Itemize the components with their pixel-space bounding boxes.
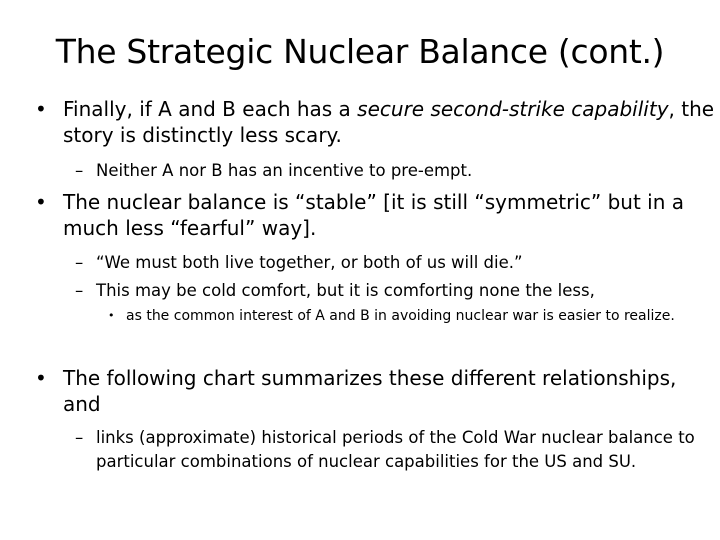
emphasis-text: secure second-strike capability xyxy=(357,97,669,121)
bullet-marker: • xyxy=(35,97,47,121)
subbullet-marker: – xyxy=(75,428,84,447)
bullet-text xyxy=(63,96,714,148)
subbullet-text xyxy=(96,426,695,474)
bullet-text xyxy=(63,365,676,417)
subbullet-text: “We must both live together, or both of us will die.” xyxy=(96,253,523,272)
text-segment: Finally, if A and B each has a xyxy=(63,97,358,121)
bullet-line-1: The following chart summarizes these different relationships, xyxy=(63,366,677,390)
text-segment: , the xyxy=(668,97,715,121)
subbullet-line-1: links (approximate) historical periods of the Cold War nuclear balance to xyxy=(96,428,695,447)
bullet-line-1: The nuclear balance is “stable” [it is still “symmetric” but in a xyxy=(63,190,685,214)
slide-title: The Strategic Nuclear Balance (cont.) xyxy=(55,32,665,71)
subbullet-marker: – xyxy=(75,281,84,300)
bullet-line-1 xyxy=(63,96,714,122)
bullet-marker: • xyxy=(35,190,47,214)
bullet-text xyxy=(63,189,684,241)
bullet-line-2: story is distinctly less scary. xyxy=(63,123,342,147)
subsubbullet-marker: • xyxy=(108,309,115,322)
bullet-line-2: and xyxy=(63,392,101,416)
subsubbullet-text: as the common interest of A and B in avoiding nuclear war is easier to realize. xyxy=(126,308,675,324)
bullet-line-2: much less “fearful” way]. xyxy=(63,216,317,240)
subbullet-marker: – xyxy=(75,253,84,272)
subbullet-marker: – xyxy=(75,161,84,180)
bullet-marker: • xyxy=(35,366,47,390)
subbullet-text: Neither A nor B has an incentive to pre-empt. xyxy=(96,161,473,180)
subbullet-text: This may be cold comfort, but it is comforting none the less, xyxy=(96,281,595,300)
subbullet-line-2: particular combinations of nuclear capabilities for the US and SU. xyxy=(96,452,637,471)
